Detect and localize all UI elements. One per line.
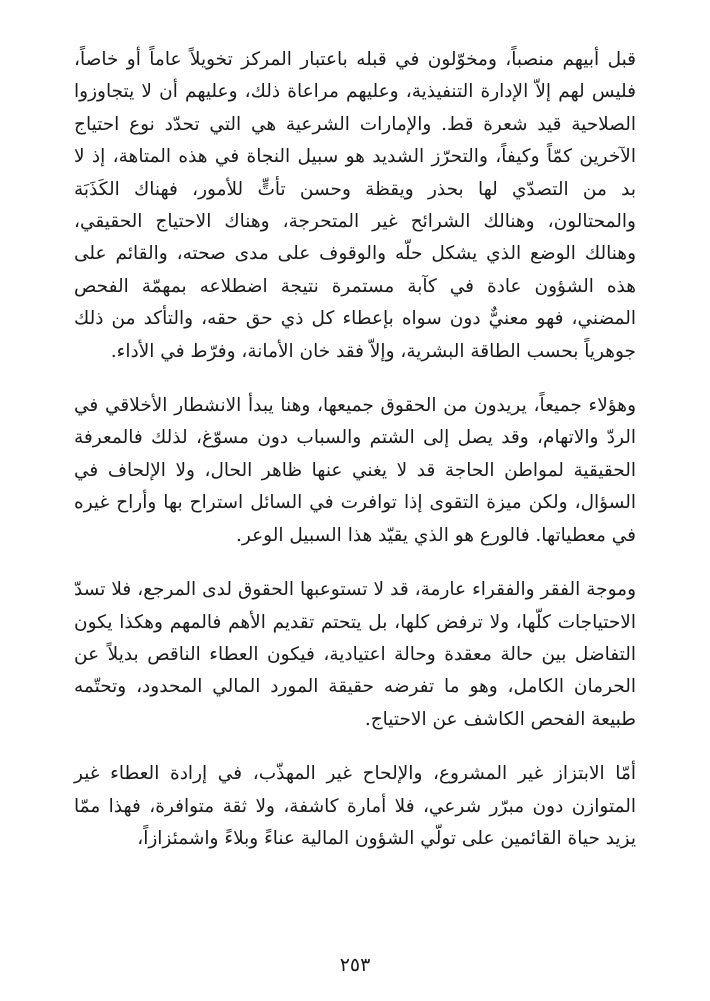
body-paragraph-4: أمّا الابتزاز غير المشروع، والإلحاح غير المهذّب، في إرادة العطاء غير المتوازن دون مبرّر شرعي، فلا أمارة كاشفة، ولا ثقة متوافرة، فهذا ممّا يزيد حياة القائمين على تولّي الشؤون المالية عناءً وبلاءً واشمئزازاً، bbox=[74, 763, 636, 849]
body-paragraph-2: وهؤلاء جميعاً، يريدون من الحقوق جميعها، وهنا يبدأ الانشطار الأخلاقي في الردّ والاتهام، وقد يصل إلى الشتم والسباب دون مسوّغ، لذلك فالمعرفة الحقيقية لمواطن الحاجة قد لا يغني عنها ظاهر الحال، ولا الإلحاف في السؤال، ولكن ميزة التقوى إذا توافرت في السائل استراح بها وأراح غيره في معطياتها. فالورع هو الذي يقيّد هذا السبيل الوعر. bbox=[74, 395, 636, 546]
document-page bbox=[74, 44, 636, 1001]
body-paragraph-1: قبل أبيهم منصباً، ومخوّلون في قبله باعتبار المركز تخويلاً عاماً أو خاصاً، فليس لهم إلاّ الإدارة التنفيذية، وعليهم مراعاة ذلك، وعليهم أن لا يتجاوزوا الصلاحية قيد شعرة قط. والإمارات الشرعية هي التي تحدّد نوع احتياج الآخرين كمّاً وكيفاً، والتحرّز الشديد هو سبيل النجاة في هذه المتاهة، إذ لا بد من التصدّي لها بحذر ويقظة وحسن تأتٍّ للأمور، فهناك الكَذَبَة والمحتالون، وهنالك الشرائح غير المتحرجة، وهناك الاحتياج الحقيقي، وهنالك الوضع الذي يشكل حلّه والوقوف على مدى صحته، والقائم على هذه الشؤون عادة في كآبة مستمرة نتيجة اضطلاعه بمهمّة الفحص المضني، فهو معنيٌّ دون سواه بإعطاء كل ذي حق حقه، والتأكد من ذلك جوهرياً بحسب الطاقة البشرية، وإلاّ فقد خان الأمانة، وفرّط في الأداء. bbox=[74, 49, 636, 362]
page-number: ٢٥٣ bbox=[339, 954, 371, 976]
body-paragraph-3: وموجة الفقر والفقراء عارمة، قد لا تستوعبها الحقوق لدى المرجع، فلا تسدّ الاحتياجات كلّها، ولا ترفض كلها، بل يتحتم تقديم الأهم فالمهم وهكذا يكون التفاضل بين حالة معقدة وحالة اعتيادية، فيكون العطاء الناقص بديلاً عن الحرمان الكامل، وهو ما تفرضه حقيقة المورد المالي المحدود، وتحتّمه طبيعة الفحص الكاشف عن الاحتياج. bbox=[74, 579, 636, 730]
